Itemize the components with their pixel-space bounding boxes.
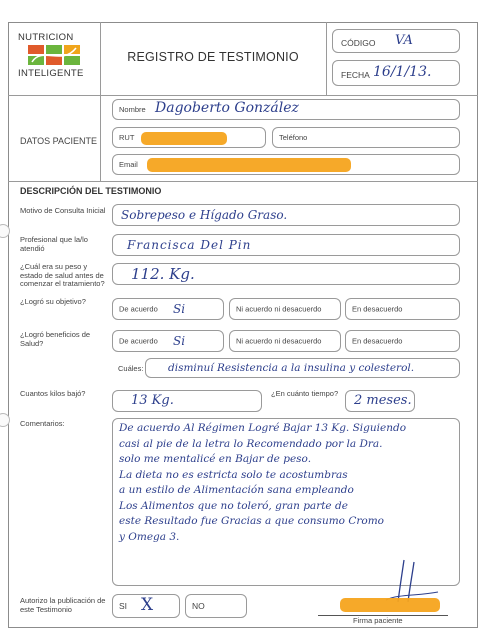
testimonio-section-title: DESCRIPCIÓN DEL TESTIMONIO [20, 186, 162, 196]
signature-redaction [340, 598, 440, 612]
comentario-line-8: y Omega 3. [119, 530, 180, 543]
nombre-value: Dagoberto González [155, 100, 299, 116]
firma-label: Firma paciente [353, 616, 403, 625]
beneficios-option-3[interactable] [345, 330, 460, 352]
rut-field[interactable] [112, 127, 266, 148]
beneficios-option-1-label: De acuerdo [119, 336, 158, 346]
si-mark: X [141, 595, 154, 615]
email-field[interactable] [112, 154, 460, 175]
rut-label: RUT [119, 133, 135, 142]
comentario-line-4: La dieta no es estricta solo te acostumbras [119, 468, 348, 481]
patient-bottom-divider [8, 181, 478, 182]
fecha-value: 16/1/13. [373, 64, 432, 80]
kilos-field[interactable] [112, 390, 262, 412]
objetivo-option-1[interactable] [112, 298, 224, 320]
motivo-value: Sobrepeso e Hígado Graso. [121, 208, 288, 222]
beneficios-mark: Si [173, 334, 186, 348]
logo-line1: NUTRICION [18, 32, 74, 43]
rut-redaction [141, 132, 227, 145]
kilos-value: 13 Kg. [131, 393, 174, 408]
kilos-label: Cuantos kilos bajó? [20, 389, 86, 398]
patient-divider [100, 95, 101, 181]
si-label: SI [119, 601, 128, 611]
comentarios-text [119, 421, 406, 545]
comentarios-label: Comentarios: [20, 419, 65, 428]
beneficios-label: ¿Logró beneficios de Salud? [20, 330, 91, 348]
telefono-label: Teléfono [279, 133, 308, 142]
objetivo-option-3-label: En desacuerdo [352, 304, 403, 314]
no-label: NO [192, 601, 205, 611]
profesional-value: Francisca Del Pin [127, 238, 252, 252]
telefono-field[interactable] [272, 127, 460, 148]
peso-value: 112. Kg. [131, 265, 195, 283]
tiempo-value: 2 meses. [354, 393, 412, 408]
logo [18, 32, 94, 82]
beneficios-option-2[interactable] [229, 330, 341, 352]
tiempo-field[interactable] [345, 390, 415, 412]
cuales-value: disminuí Resistencia a la insulina y colesterol. [168, 362, 415, 374]
comentario-line-5: a un estilo de Alimentación sana empleando [119, 484, 354, 496]
beneficios-option-2-label: Ni acuerdo ni desacuerdo [236, 336, 322, 346]
motivo-field[interactable] [112, 204, 460, 226]
objetivo-option-3[interactable] [345, 298, 460, 320]
codigo-field[interactable] [332, 29, 460, 53]
nombre-label: Nombre [119, 105, 146, 114]
beneficios-option-3-label: En desacuerdo [352, 336, 403, 346]
autorizo-label: Autorizo la publicación de este Testimonio [20, 596, 106, 614]
objetivo-option-1-label: De acuerdo [119, 304, 158, 314]
si-option[interactable] [112, 594, 180, 618]
objetivo-mark: Si [173, 302, 186, 316]
title-divider [326, 22, 327, 95]
email-redaction [147, 158, 351, 172]
codigo-label: CÓDIGO [341, 38, 376, 48]
comentario-line-2: casi al pie de la letra lo Recomendado por la Dra. [119, 437, 383, 450]
comentario-line-3: solo me mentalicé en Bajar de peso. [119, 453, 312, 465]
objetivo-option-2[interactable] [229, 298, 341, 320]
cuales-label: Cuáles: [118, 364, 144, 373]
comentario-line-6: Los Alimentos que no toleró, gran parte de [119, 499, 348, 512]
header-divider [8, 95, 478, 96]
tiempo-label: ¿En cuánto tiempo? [271, 389, 339, 398]
fecha-field[interactable] [332, 60, 460, 86]
cuales-field[interactable] [145, 358, 460, 378]
no-option[interactable] [185, 594, 247, 618]
profesional-field[interactable] [112, 234, 460, 256]
fecha-label: FECHA [341, 70, 370, 80]
comentario-line-1: De acuerdo Al Régimen Logré Bajar 13 Kg. Siguiendo [119, 422, 407, 434]
page-title: REGISTRO DE TESTIMONIO [127, 50, 299, 64]
codigo-value: VA [395, 33, 413, 48]
objetivo-label: ¿Logró su objetivo? [20, 297, 86, 306]
peso-field[interactable] [112, 263, 460, 285]
beneficios-option-1[interactable] [112, 330, 224, 352]
objetivo-option-2-label: Ni acuerdo ni desacuerdo [236, 304, 322, 314]
comentario-line-7: este Resultado fue Gracias a que consumo Cromo [119, 515, 384, 527]
patient-section-label: DATOS PACIENTE [20, 136, 98, 146]
motivo-label: Motivo de Consulta Inicial [20, 206, 106, 215]
nombre-field[interactable] [112, 99, 460, 120]
logo-mark [28, 44, 80, 66]
peso-label: ¿Cuál era su peso y estado de salud antes de comenzar el tratamiento? [20, 262, 105, 289]
profesional-label: Profesional que la/lo atendió [20, 235, 88, 253]
logo-line2: INTELIGENTE [18, 68, 84, 79]
email-label: Email [119, 160, 138, 169]
